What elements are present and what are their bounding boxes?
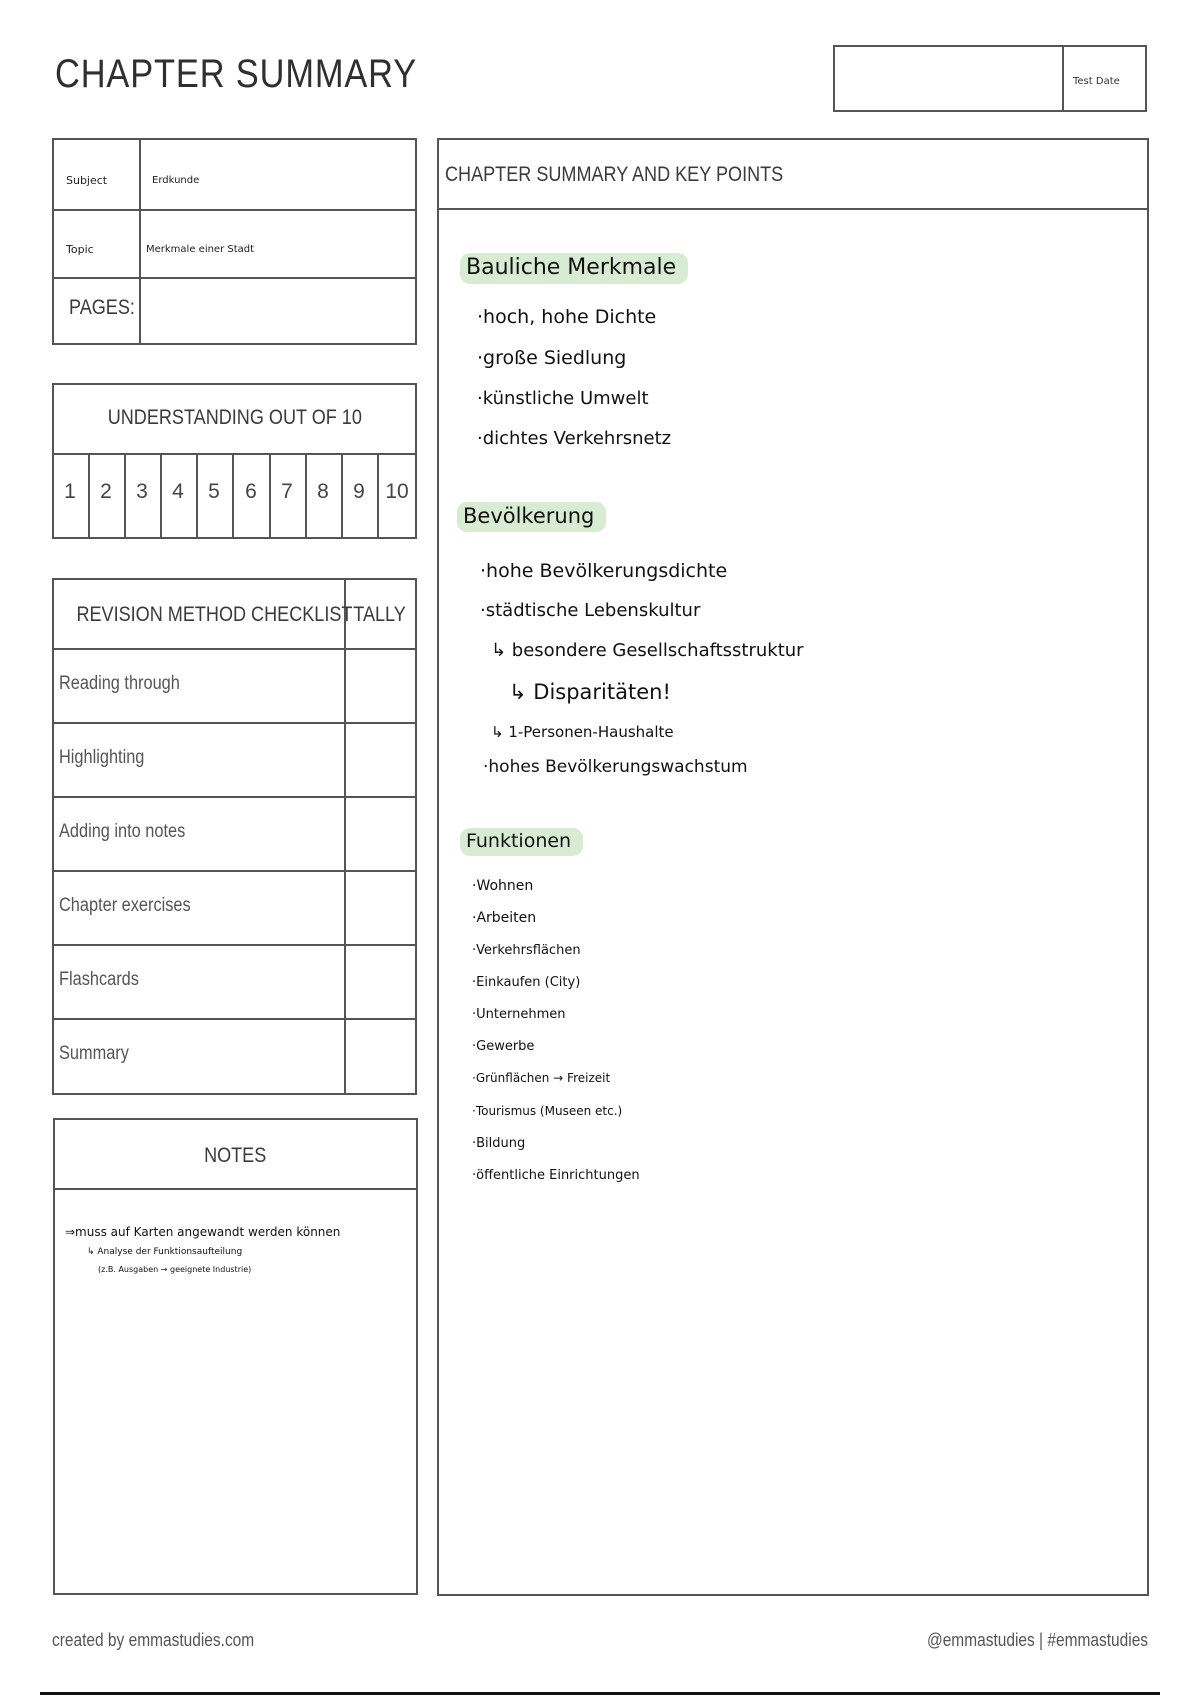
- notes-line[interactable]: ↳ Analyse der Funktionsaufteilung: [87, 1247, 243, 1257]
- checklist-item-reading: Reading through: [59, 673, 180, 694]
- test-date-label: Test Date: [1073, 76, 1120, 87]
- summary-divider: [439, 208, 1147, 210]
- summary-item: ·Unternehmen: [472, 1007, 566, 1022]
- section-heading-bauliche-merkmale: Bauliche Merkmale: [460, 253, 688, 284]
- understanding-score-7[interactable]: 7: [281, 480, 293, 503]
- summary-item: ·hohe Bevölkerungsdichte: [480, 560, 728, 582]
- summary-item: ·Bildung: [472, 1136, 526, 1151]
- section-heading-funktionen: Funktionen: [460, 828, 583, 856]
- checklist-title: REVISION METHOD CHECKLIST: [76, 603, 353, 626]
- summary-item: ·künstliche Umwelt: [477, 388, 649, 409]
- understanding-score-5[interactable]: 5: [208, 480, 220, 503]
- checklist-item-chapter-exercises: Chapter exercises: [59, 895, 191, 916]
- summary-item: ·dichtes Verkehrsnetz: [477, 428, 672, 449]
- summary-item: ·Verkehrsflächen: [472, 943, 581, 958]
- checklist-item-highlighting: Highlighting: [59, 747, 145, 768]
- bottom-rule: [40, 1692, 1160, 1695]
- summary-item: ·Grünflächen → Freizeit: [472, 1071, 611, 1085]
- tally-cell[interactable]: [346, 650, 415, 722]
- tally-header: TALLY: [353, 603, 406, 626]
- understanding-score-3[interactable]: 3: [136, 480, 148, 503]
- test-date-box[interactable]: [833, 45, 1147, 112]
- topic-label: Topic: [66, 243, 94, 256]
- understanding-score-10[interactable]: 10: [385, 480, 409, 503]
- summary-item: ·hohes Bevölkerungswachstum: [483, 757, 748, 777]
- summary-item: ·Einkaufen (City): [472, 975, 581, 990]
- subject-label: Subject: [66, 174, 108, 187]
- subject-value[interactable]: Erdkunde: [152, 175, 200, 186]
- footer-credit: created by emmastudies.com: [52, 1630, 255, 1650]
- tally-cell[interactable]: [346, 872, 415, 944]
- tally-cell[interactable]: [346, 946, 415, 1018]
- notes-divider: [55, 1188, 416, 1190]
- summary-item: ·öffentliche Einrichtungen: [472, 1168, 640, 1183]
- section-heading-bevoelkerung: Bevölkerung: [457, 502, 606, 532]
- summary-item: ·große Siedlung: [477, 347, 627, 369]
- notes-line[interactable]: (z.B. Ausgaben → geeignete Industrie): [98, 1265, 252, 1274]
- understanding-score-6[interactable]: 6: [245, 480, 257, 503]
- understanding-score-2[interactable]: 2: [100, 480, 112, 503]
- summary-item: ↳ Disparitäten!: [509, 680, 671, 704]
- summary-item: ·hoch, hohe Dichte: [477, 306, 657, 328]
- info-box: [52, 138, 417, 345]
- notes-box: [53, 1118, 418, 1595]
- pages-field[interactable]: [141, 279, 413, 341]
- understanding-divider: [54, 453, 415, 455]
- summary-item: ·städtische Lebenskultur: [480, 600, 701, 621]
- understanding-score-4[interactable]: 4: [172, 480, 184, 503]
- notes-title: NOTES: [204, 1144, 267, 1167]
- summary-item: ↳ besondere Gesellschaftsstruktur: [491, 640, 804, 661]
- summary-item: ↳ 1-Personen-Haushalte: [491, 723, 674, 741]
- page-title: CHAPTER SUMMARY: [55, 52, 418, 96]
- tally-cell[interactable]: [346, 1020, 415, 1091]
- understanding-score-8[interactable]: 8: [317, 480, 329, 503]
- info-row-divider: [54, 209, 415, 211]
- summary-title: CHAPTER SUMMARY AND KEY POINTS: [445, 163, 784, 186]
- topic-value[interactable]: Merkmale einer Stadt: [146, 244, 255, 255]
- summary-item: ·Tourismus (Museen etc.): [472, 1104, 623, 1118]
- understanding-box: [52, 383, 417, 539]
- checklist-item-adding-notes: Adding into notes: [59, 821, 186, 842]
- summary-item: ·Gewerbe: [472, 1039, 535, 1054]
- tally-cell[interactable]: [346, 798, 415, 870]
- tally-cell[interactable]: [346, 724, 415, 796]
- notes-line[interactable]: ⇒muss auf Karten angewandt werden können: [65, 1225, 341, 1239]
- understanding-score-9[interactable]: 9: [353, 480, 365, 503]
- summary-item: ·Arbeiten: [472, 910, 537, 926]
- understanding-score-1[interactable]: 1: [64, 480, 76, 503]
- pages-label: PAGES:: [69, 296, 135, 319]
- summary-item: ·Wohnen: [472, 878, 534, 894]
- understanding-title: UNDERSTANDING OUT OF 10: [107, 406, 362, 429]
- summary-box: [437, 138, 1149, 1596]
- checklist-item-summary: Summary: [59, 1043, 129, 1064]
- test-date-divider: [1062, 47, 1064, 110]
- footer-social: @emmastudies | #emmastudies: [926, 1630, 1148, 1650]
- checklist-item-flashcards: Flashcards: [59, 969, 139, 990]
